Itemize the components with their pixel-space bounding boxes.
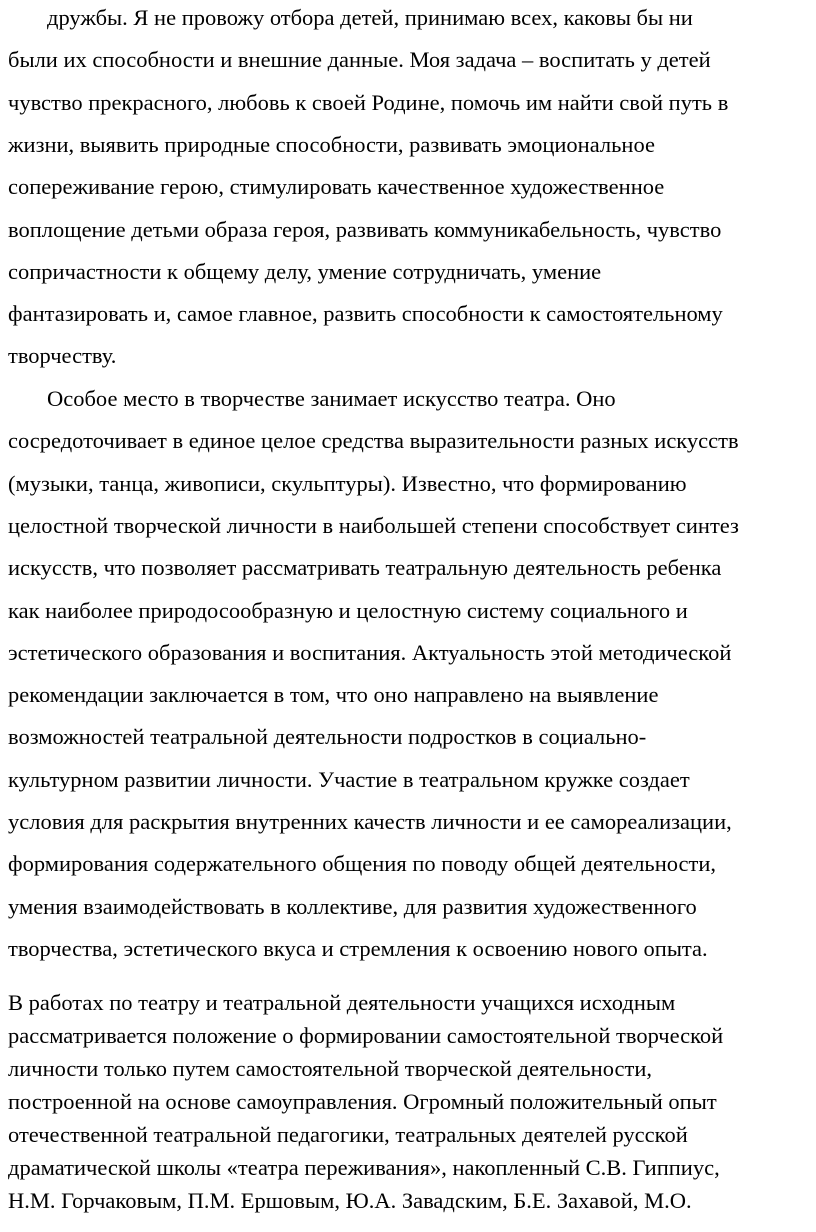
text-line: культурном развитии личности. Участие в театральном кружке создает: [8, 767, 690, 792]
text-line: искусств, что позволяет рассматривать театральную деятельность ребенка: [8, 555, 722, 580]
text-line: отечественной театральной педагогики, театральных деятелей русской: [8, 1122, 688, 1147]
text-line: жизни, выявить природные способности, развивать эмоциональное: [8, 132, 655, 157]
text-line: эстетического образования и воспитания. Актуальность этой методической: [8, 640, 732, 665]
text-line: сопереживание герою, стимулировать качественное художественное: [8, 174, 665, 199]
text-line: творчества, эстетического вкуса и стремления к освоению нового опыта.: [8, 936, 708, 961]
text-line: (музыки, танца, живописи, скульптуры). Известно, что формированию: [8, 471, 687, 496]
text-line: творчеству.: [8, 343, 117, 368]
text-line: Н.М. Горчаковым, П.М. Ершовым, Ю.А. Завадским, Б.Е. Захавой, М.О.: [8, 1188, 692, 1213]
text-line: построенной на основе самоуправления. Огромный положительный опыт: [8, 1089, 717, 1114]
text-line: фантазировать и, самое главное, развить способности к самостоятельному: [8, 301, 723, 326]
text-line: чувство прекрасного, любовь к своей Родине, помочь им найти свой путь в: [8, 90, 729, 115]
text-line: личности только путем самостоятельной творческой деятельности,: [8, 1056, 653, 1081]
text-line: целостной творческой личности в наибольшей степени способствует синтез: [8, 513, 739, 538]
text-line: В работах по театру и театральной деятельности учащихся исходным: [8, 990, 676, 1015]
text-line: умения взаимодействовать в коллективе, для развития художественного: [8, 894, 697, 919]
text-line: условия для раскрытия внутренних качеств личности и ее самореализации,: [8, 809, 732, 834]
text-line: сосредоточивает в единое целое средства выразительности разных искусств: [8, 428, 739, 453]
text-line: дружбы. Я не провожу отбора детей, принимаю всех, каковы бы ни: [47, 5, 693, 30]
text-line: рассматривается положение о формировании самостоятельной творческой: [8, 1023, 724, 1048]
text-line: возможностей театральной деятельности подростков в социально-: [8, 724, 647, 749]
text-line: воплощение детьми образа героя, развивать коммуникабельность, чувство: [8, 217, 722, 242]
text-line: Особое место в творчестве занимает искусство театра. Оно: [47, 386, 616, 411]
text-line: формирования содержательного общения по поводу общей деятельности,: [8, 851, 717, 876]
text-line: рекомендации заключается в том, что оно направлено на выявление: [8, 682, 659, 707]
text-line: были их способности и внешние данные. Моя задача – воспитать у детей: [8, 47, 711, 72]
text-line: сопричастности к общему делу, умение сотрудничать, умение: [8, 259, 602, 284]
text-line: как наиболее природосообразную и целостную систему социального и: [8, 598, 688, 623]
text-line: драматической школы «театра переживания», накопленный С.В. Гиппиус,: [8, 1155, 720, 1180]
